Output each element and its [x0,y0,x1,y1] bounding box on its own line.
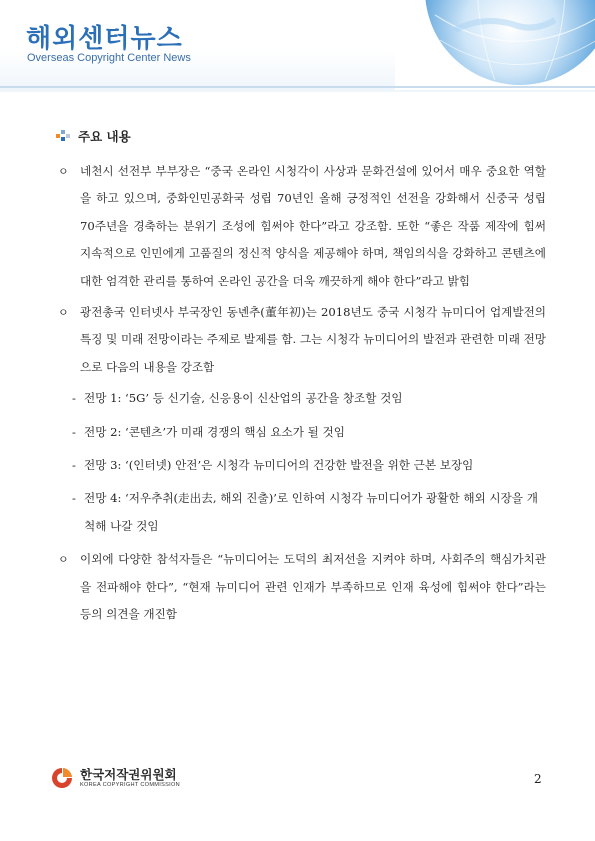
bullet-text: 광전총국 인터넷사 부국장인 동녠추(董年初)는 2018년도 중국 시청각 뉴미디어 업계발전의 특징 및 미래 전망이라는 주제로 발제를 함. 그는 시청각 뉴미디어의 발전과 관련한 미래 전망으로 다음의 내용을 강조함 [80,305,546,374]
commission-logo-icon [50,766,74,790]
logo-text [80,768,180,788]
bullet-mark: ㅇ [58,165,69,178]
bullet-mark: ㅇ [58,306,69,320]
org-name: 한국저작권위원회 [80,767,177,782]
sub-text: 전망 3: ‘(인터넷) 안전’은 시청각 뉴미디어의 건강한 발전을 위한 근본 보장임 [84,458,474,473]
sub-mark: - [72,458,76,473]
sub-item [72,385,546,412]
sub-mark: - [72,391,76,406]
content-body [58,158,546,633]
sub-item [72,485,546,540]
globe-icon [395,0,595,90]
bullet-item [58,299,546,381]
sub-mark: - [72,424,76,439]
page-header [0,0,595,92]
bullet-mark: ㅇ [58,553,69,567]
sub-item [72,419,546,446]
header-title: 해외센터뉴스 [26,24,183,54]
section-heading [56,127,131,145]
page-number: 2 [534,772,542,786]
org-name-en: KOREA COPYRIGHT COMMISSION [80,782,181,788]
squares-icon [56,130,70,142]
section-title: 주요 내용 [78,129,131,144]
sub-item [72,452,546,479]
bullet-text: 네천시 선전부 부부장은 “중국 온라인 시청각이 사상과 문화건설에 있어서 매우 중요한 역할을 하고 있으며, 중화인민공화국 성립 70년인 올해 긍정적인 선전을 강화해서 신중국 성립 70주년을 경축하는 분위기 조성에 힘써야 한다”라고 강조함. 또한 “좋은 작품 제작에 힘써 지속적으로 인민에게 고품질의 정신적 양식을 제공해야 하며, 책임의식을 강화하고 콘텐츠에 대한 엄격한 관리를 통하여 온라인 공간을 더욱 깨끗하게 해야 한다”라고 밝힘 [80,164,546,288]
sub-text: 전망 1: ‘5G’ 등 신기술, 신응용이 신산업의 공간을 창조할 것임 [84,391,403,406]
bullet-item [58,546,546,628]
bullet-text: 이외에 다양한 참석자들은 “뉴미디어는 도덕의 최저선을 지켜야 하며, 사회주의 핵심가치관을 전파해야 한다”, “현재 뉴미디어 관련 인재가 부족하므로 인재 육성에 힘써야 한다”라는 등의 의견을 개진함 [80,552,546,622]
footer-logo [50,766,180,790]
bullet-item [58,158,546,295]
sub-text: 전망 4: ‘저우추취(走出去, 해외 진출)’로 인하여 시청각 뉴미디어가 광활한 해외 시장을 개척해 나갈 것임 [84,491,538,533]
header-divider [0,86,595,88]
sub-text: 전망 2: ‘콘텐츠’가 미래 경쟁의 핵심 요소가 될 것임 [84,424,345,439]
sub-mark: - [72,491,76,506]
header-subtitle: Overseas Copyright Center News [27,52,191,64]
